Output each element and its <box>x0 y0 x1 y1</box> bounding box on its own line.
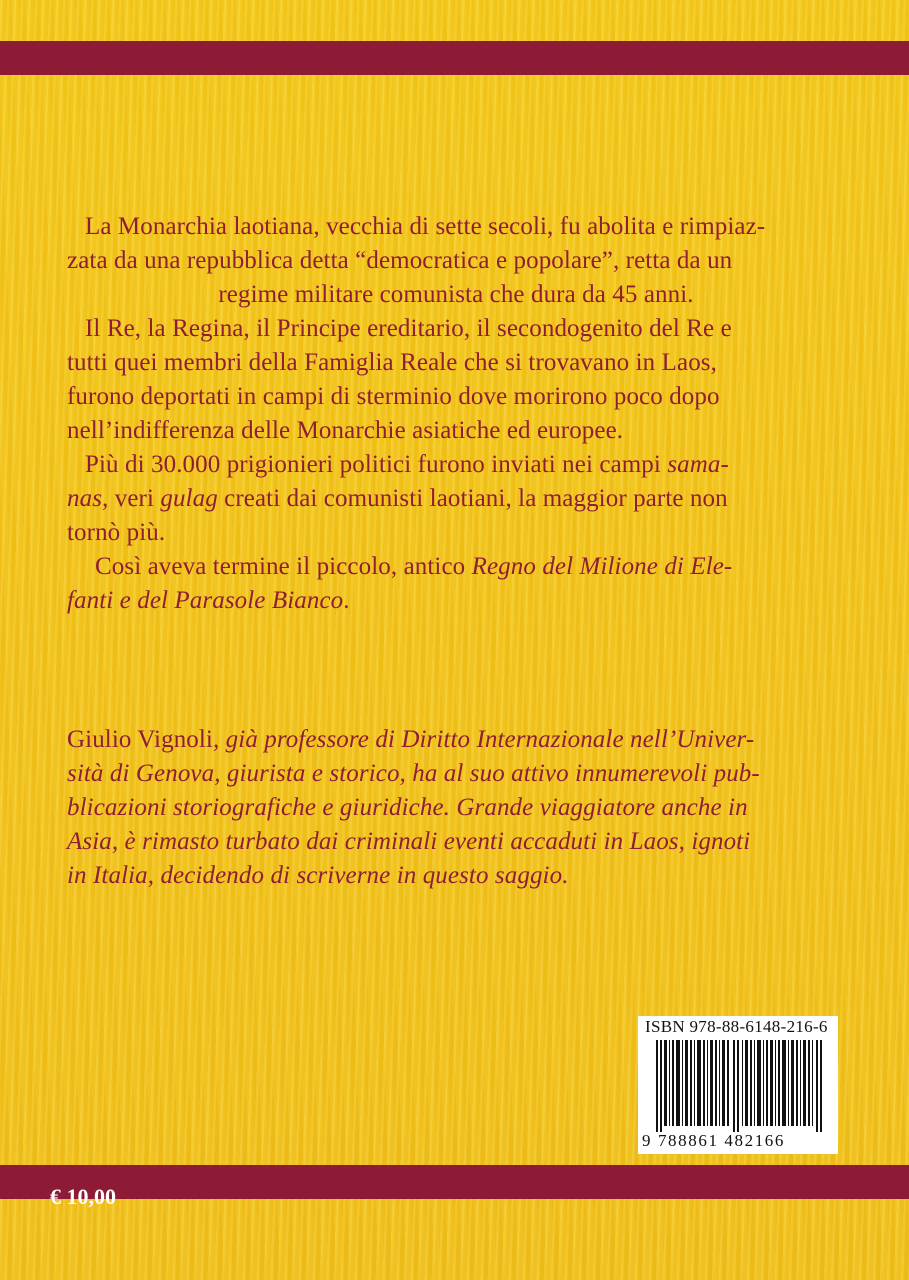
top-band <box>0 41 909 75</box>
synopsis <box>67 210 845 618</box>
isbn-barcode-panel <box>638 1016 838 1154</box>
text-run-italic: in Italia, decidendo di scriverne in questo saggio. <box>67 862 569 889</box>
text-run: Più di 30.000 prigionieri politici furono inviati nei campi <box>85 451 668 478</box>
text-run-italic: sama- <box>667 451 729 478</box>
author-line <box>67 825 845 859</box>
synopsis-line <box>67 550 845 584</box>
synopsis-line: Il Re, la Regina, il Principe ereditario, il secondogenito del Re e <box>85 315 732 342</box>
synopsis-line <box>67 482 845 516</box>
text-run: creati dai comunisti laotiani, la maggior parte non <box>217 485 728 512</box>
text-run-italic: sità di Genova, giurista e storico, ha al suo attivo innumerevoli pub- <box>67 760 760 787</box>
bottom-band <box>0 1165 909 1199</box>
synopsis-line: zata da una repubblica detta “democratica e popolare”, retta da un <box>67 247 733 274</box>
synopsis-line: tutti quei membri della Famiglia Reale che si trovavano in Laos, <box>67 349 717 376</box>
text-run-italic: fanti e del Parasole Bianco <box>67 587 344 614</box>
text-run-italic: gulag <box>160 485 218 512</box>
text-run-italic: Asia, è rimasto turbato dai criminali eventi accaduti in Laos, ignoti <box>67 828 751 855</box>
synopsis-line <box>67 584 845 618</box>
author-line <box>67 723 845 757</box>
author-line <box>67 859 845 893</box>
text-run-italic: , già professore di Diritto Internazionale nell’Univer- <box>212 726 755 753</box>
synopsis-line: La Monarchia laotiana, vecchia di sette secoli, fu abolita e rimpiaz- <box>85 213 766 240</box>
text-run: veri <box>108 485 161 512</box>
text-run-italic: nas, <box>67 485 109 512</box>
synopsis-line <box>67 448 845 482</box>
barcode-icon <box>656 1040 824 1132</box>
isbn-label: ISBN 978-88-6148-216-6 <box>645 1017 828 1036</box>
author-line <box>67 757 845 791</box>
text-run: Così aveva termine il piccolo, antico <box>95 553 472 580</box>
text-run-italic: Regno del Milione di Ele- <box>471 553 733 580</box>
text-run: . <box>343 587 350 614</box>
author-bio <box>67 723 845 893</box>
synopsis-line: nell’indifferenza delle Monarchie asiatiche ed europee. <box>67 417 624 444</box>
synopsis-line: regime militare comunista che dura da 45 anni. <box>218 281 694 308</box>
author-name: Giulio Vignoli <box>67 726 213 753</box>
author-line <box>67 791 845 825</box>
synopsis-line: tornò più. <box>67 519 166 546</box>
price-label: € 10,00 <box>50 1184 116 1209</box>
text-run-italic: blicazioni storiografiche e giuridiche. Grande viaggiatore anche in <box>67 794 748 821</box>
ean-digits: 9 788861 482166 <box>642 1131 785 1150</box>
synopsis-line: furono deportati in campi di sterminio dove morirono poco dopo <box>67 383 720 410</box>
